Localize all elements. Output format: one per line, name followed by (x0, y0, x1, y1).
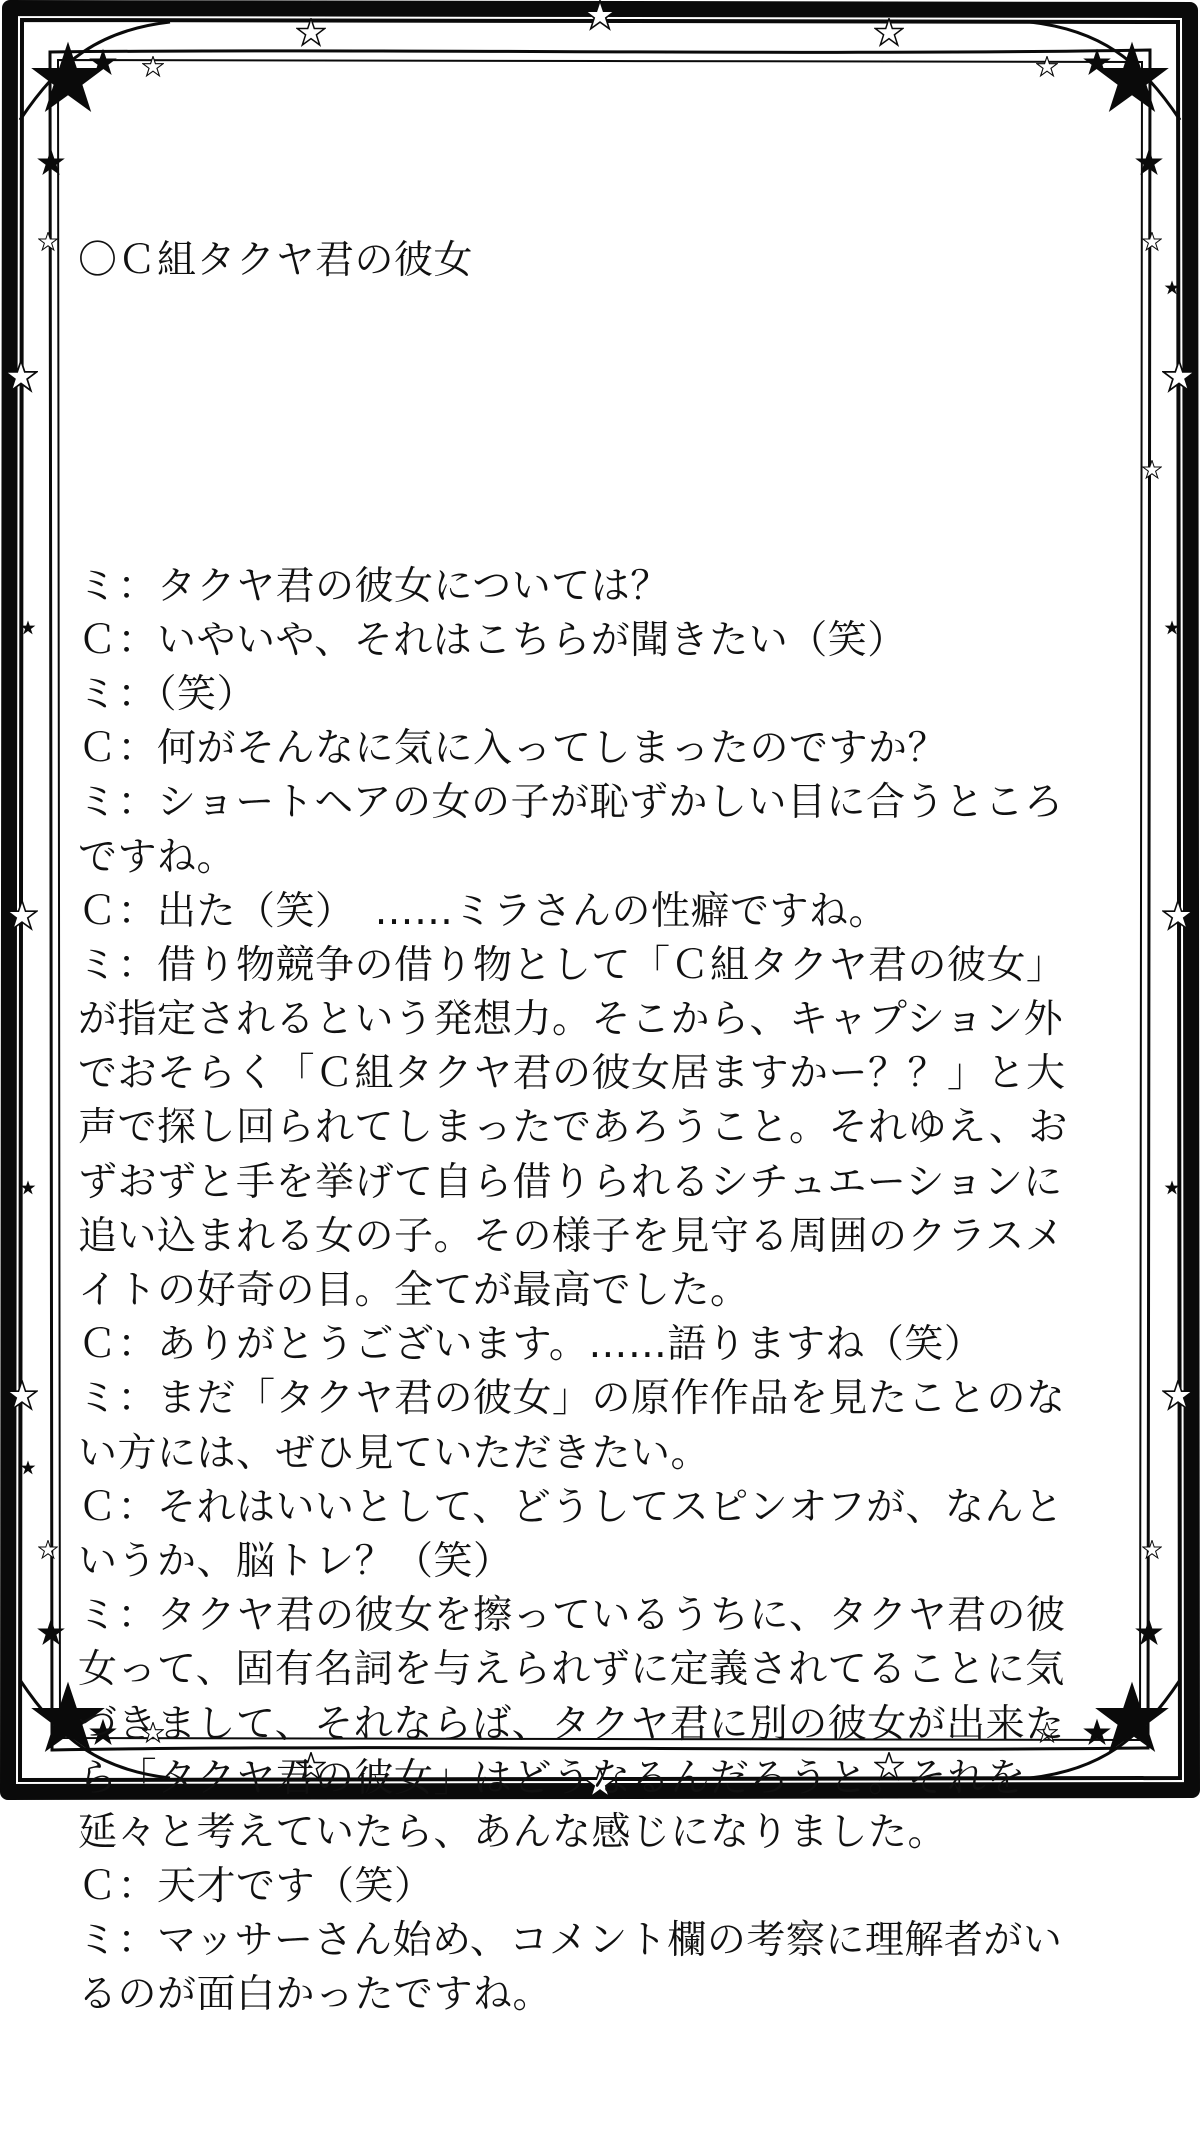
section-title: 〇Ｃ組タクヤ君の彼女 (78, 238, 474, 284)
dialogue-line: づきまして、それならば、タクヤ君に別の彼女が出来た (78, 1701, 1065, 1747)
dialogue-line: ミ：マッサーさん始め、コメント欄の考察に理解者がい (78, 1918, 1063, 1964)
dialogue-line: イトの好奇の目。全てが最高でした。 (78, 1268, 750, 1314)
dialogue-line: でおそらく「Ｃ組タクヤ君の彼女居ますかー？？」と大 (78, 1051, 1066, 1097)
dialogue-line: ミ：借り物競争の借り物として「Ｃ組タクヤ君の彼女」 (78, 942, 1066, 988)
dialogue-line: ですね。 (78, 834, 237, 880)
dialogue-line: 延々と考えていたら、あんな感じになりました。 (78, 1809, 948, 1855)
dialogue-line: い方には、ぜひ見ていただきたい。 (78, 1430, 711, 1476)
dialogue-line: るのが面白かったですね。 (78, 1972, 553, 2018)
dialogue-line: ら「タクヤ君の彼女」はどうなるんだろうと。それを (78, 1755, 1027, 1801)
dialogue-line: Ｃ：天才です（笑） (78, 1864, 434, 1910)
dialogue-line: ミ：タクヤ君の彼女を擦っているうちに、タクヤ君の彼 (78, 1593, 1066, 1639)
interview-text (78, 126, 1130, 2131)
dialogue-lines (78, 560, 1130, 2023)
dialogue-line: いうか、脳トレ？（笑） (78, 1538, 513, 1584)
dialogue-line: ミ：まだ「タクヤ君の彼女」の原作作品を見たことのな (78, 1376, 1066, 1422)
blank-line (78, 397, 1130, 451)
dialogue-line: が指定されるという発想力。そこから、キャプション外 (78, 997, 1064, 1043)
dialogue-line: 声で探し回られてしまったであろうこと。それゆえ、お (78, 1105, 1068, 1151)
dialogue-line: Ｃ：ありがとうございます。……語りますね（笑） (78, 1322, 984, 1368)
dialogue-line: Ｃ：何がそんなに気に入ってしまったのですか？ (78, 726, 948, 772)
dialogue-line: Ｃ：いやいや、それはこちらが聞きたい（笑） (78, 617, 907, 663)
dialogue-line: 女って、固有名詞を与えられずに定義されてることに気 (78, 1647, 1065, 1693)
dialogue-line: ずおずと手を挙げて自ら借りられるシチュエーションに (78, 1159, 1063, 1205)
dialogue-line: ミ：ショートヘアの女の子が恥ずかしい目に合うところ (78, 780, 1064, 826)
dialogue-line: ミ：（笑） (78, 671, 257, 717)
dialogue-line: ミ：タクヤ君の彼女については？ (78, 563, 670, 609)
dialogue-line: Ｃ：それはいいとして、どうしてスピンオフが、なんと (78, 1484, 1064, 1530)
dialogue-line: Ｃ：出た（笑） ……ミラさんの性癖ですね。 (78, 888, 889, 934)
dialogue-line: 追い込まれる女の子。その様子を見守る周囲のクラスメ (78, 1213, 1065, 1259)
